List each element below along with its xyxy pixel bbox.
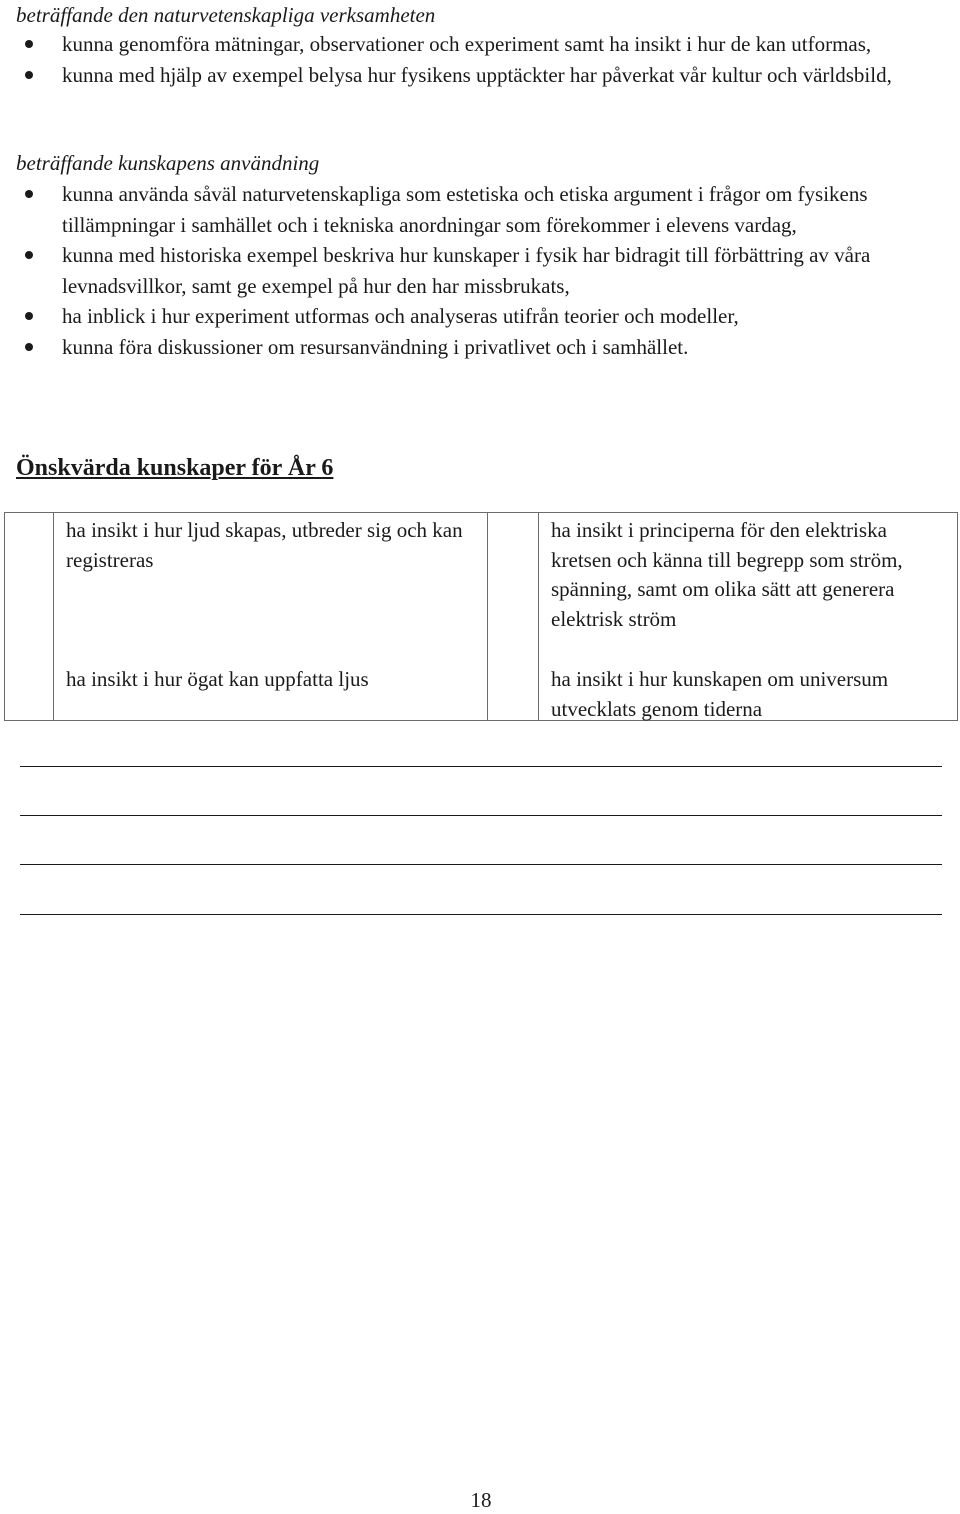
- list-item-text: kunna med historiska exempel beskriva hur kunskaper i fysik har bidragit till förbättring av våra levnadsvillkor, samt ge exempel på hur den har missbrukats,: [62, 243, 871, 298]
- bullet-icon: [25, 251, 33, 259]
- grid-cell-right-top: ha insikt i principerna för den elektriska kretsen och känna till begrepp som ström, spänning, samt om olika sätt att generera elektrisk ström: [551, 518, 903, 631]
- grid-divider: [538, 513, 539, 720]
- bullet-icon: [25, 312, 33, 320]
- list-item-text: kunna föra diskussioner om resursanvändning i privatlivet och i samhället.: [62, 334, 689, 359]
- list-item: [0, 301, 960, 332]
- grid-cell-right-bottom: ha insikt i hur kunskapen om universum utvecklats genom tiderna: [551, 667, 889, 721]
- knowledge-grid: [4, 512, 958, 721]
- grid-cell-left-bottom: ha insikt i hur ögat kan uppfatta ljus: [66, 667, 369, 691]
- bullet-list-natural: [0, 29, 960, 90]
- bullet-icon: [25, 343, 33, 351]
- list-item: [0, 60, 960, 91]
- section-head-use: beträffande kunskapens användning: [16, 151, 320, 175]
- list-item-text: ha inblick i hur experiment utformas och analyseras utifrån teorier och modeller,: [62, 304, 739, 328]
- list-item: [0, 332, 960, 363]
- list-item: [0, 179, 960, 240]
- writing-line: [20, 815, 942, 816]
- page-number: 18: [470, 1488, 492, 1512]
- grid-divider: [487, 513, 488, 720]
- list-item: [0, 29, 960, 60]
- writing-line: [20, 914, 942, 915]
- list-item-text: kunna genomföra mätningar, observationer och experiment samt ha insikt i hur de kan utformas,: [62, 32, 872, 56]
- bullet-icon: [25, 71, 33, 79]
- page-heading: Önskvärda kunskaper för År 6: [16, 455, 334, 481]
- writing-line: [20, 864, 942, 865]
- list-item-text: kunna använda såväl naturvetenskapliga som estetiska och etiska argument i frågor om fysikens tillämpningar i samhället och i tekniska anordningar som förekommer i elevens vardag,: [62, 182, 868, 237]
- writing-line: [20, 766, 942, 767]
- section-head-natural: beträffande den naturvetenskapliga verksamheten: [16, 3, 436, 27]
- list-item: [0, 240, 960, 301]
- bullet-icon: [25, 190, 33, 198]
- grid-cell-left-top: ha insikt i hur ljud skapas, utbreder sig och kan registreras: [66, 518, 463, 572]
- grid-divider: [53, 513, 54, 720]
- bullet-list-use: [0, 179, 960, 362]
- list-item-text: kunna med hjälp av exempel belysa hur fysikens upptäckter har påverkat vår kultur och världsbild,: [62, 62, 892, 87]
- bullet-icon: [25, 40, 33, 48]
